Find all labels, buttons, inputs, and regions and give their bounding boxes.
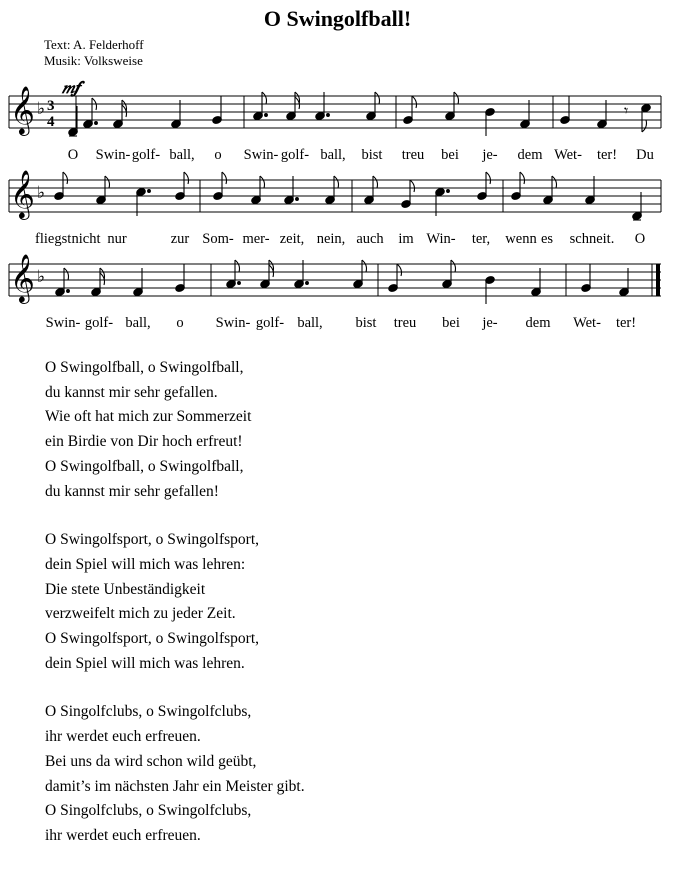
lyric-syllable: Swin- [45,315,81,331]
verse-line: O Singolfclubs, o Swingolfclubs, [45,802,252,820]
lyric-syllable: Win- [426,231,456,247]
verse-line: O Swingolfball, o Swingolfball, [45,457,244,475]
lyric-syllable: bei [441,147,459,163]
lyric-syllable: zur [170,231,190,247]
treble-clef-icon: 𝄞 [10,256,35,302]
lyric-syllable: golf- [84,315,114,331]
lyric-syllable: golf- [280,147,310,163]
lyric-syllable: Wet- [554,147,582,163]
treble-clef-icon: 𝄞 [10,172,35,218]
lyric-syllable: golf- [255,315,285,331]
flat-key-signature-icon: ♭ [37,267,46,286]
lyric-syllable: zeit, [279,231,305,247]
lyric-syllable: mer- [242,231,270,247]
verse-line: O Singolfclubs, o Swingolfclubs, [45,703,252,721]
lyric-syllable: ter! [596,147,618,163]
lyric-syllable: schneit. [569,231,615,247]
lyric-syllable: treu [393,315,417,331]
lyric-syllable: nein, [316,231,346,247]
time-signature-top: 3 [47,98,55,114]
lyric-syllable: Du [636,147,654,163]
lyric-syllable: je- [482,147,498,163]
sheet-music [0,70,675,340]
lyric-syllable: es [540,231,554,247]
treble-clef-icon: 𝄞 [10,88,35,134]
dynamic-mf: 𝆐𝆑 [62,78,80,97]
lyric-syllable: O [67,147,79,163]
lyrics [35,147,654,331]
verse-line: du kannst mir sehr gefallen! [45,482,219,500]
lyric-syllable: O [634,231,646,247]
lyric-syllable: wenn [505,231,537,247]
verse-line: damit’s im nächsten Jahr ein Meister gibt. [45,777,305,795]
final-barline [656,264,660,296]
verse-line: Wie oft hat mich zur Sommerzeit [45,408,252,426]
stanza-2 [45,528,305,676]
lyric-syllable: je- [482,315,498,331]
lyric-syllable: Swin- [243,147,279,163]
lyric-syllable: auch [356,231,384,247]
composer-credit: Musik: Volksweise [44,53,143,68]
time-signature-bottom: 4 [47,114,55,130]
song-title: O Swingolfball! [263,6,412,31]
notes-system-3 [55,260,629,304]
verse-line: O Swingolfball, o Swingolfball, [45,359,244,376]
lyric-syllable: ball, [320,147,346,163]
flat-key-signature-icon: ♭ [37,99,46,118]
lyric-syllable: ter! [615,315,637,331]
lyric-syllable: ball, [125,315,151,331]
lyric-syllable: im [398,231,414,247]
lyric-syllable: o [214,147,222,163]
svg-text:𝄾: 𝄾 [624,103,629,120]
lyric-syllable: o [176,315,184,331]
verse-line: Die stete Unbeständigkeit [45,580,206,598]
lyric-syllable: dem [517,147,543,163]
verse-line: dein Spiel will mich was lehren: [45,555,246,573]
verse-line: ihr werdet euch erfreuen. [45,728,201,746]
verse-line: verzweifelt mich zu jeder Zeit. [45,605,236,623]
lyric-syllable: bist [355,315,377,331]
lyric-syllable: golf- [131,147,161,163]
staff-system-1 [9,78,661,137]
lyric-syllable: Swin- [95,147,131,163]
lyric-syllable: bei [442,315,460,331]
lyric-syllable: fliegst [35,231,72,247]
lyric-syllable: nicht [71,231,101,247]
verse-line: Bei uns da wird schon wild geübt, [45,752,257,770]
stanza-3 [45,700,305,848]
verse-line: ihr werdet euch erfreuen. [45,826,201,844]
lyricist-credit: Text: A. Felderhoff [44,37,144,52]
lyric-syllable: ter, [471,231,491,247]
stanza-1 [45,356,305,504]
lyric-syllable: nur [107,231,127,247]
lyric-syllable: treu [401,147,425,163]
lyric-syllable: Swin- [215,315,251,331]
verse-line: O Swingolfsport, o Swingolfsport, [45,630,259,648]
lyric-syllable: dem [525,315,551,331]
lyric-syllable: bist [361,147,383,163]
staff-system-3 [9,254,661,304]
lyric-syllable: Wet- [573,315,601,331]
verse-line: dein Spiel will mich was lehren. [45,654,245,672]
verse-line: du kannst mir sehr gefallen. [45,383,218,401]
notes-system-1 [68,92,651,137]
lyric-syllable: Som- [202,231,234,247]
flat-key-signature-icon: ♭ [37,183,46,202]
staff-system-2 [9,170,661,221]
verse-line: O Swingolfsport, o Swingolfsport, [45,531,259,549]
verse-line: ein Birdie von Dir hoch erfreut! [45,433,243,451]
lyric-syllable: ball, [297,315,323,331]
verses [45,356,305,873]
lyric-syllable: ball, [169,147,195,163]
